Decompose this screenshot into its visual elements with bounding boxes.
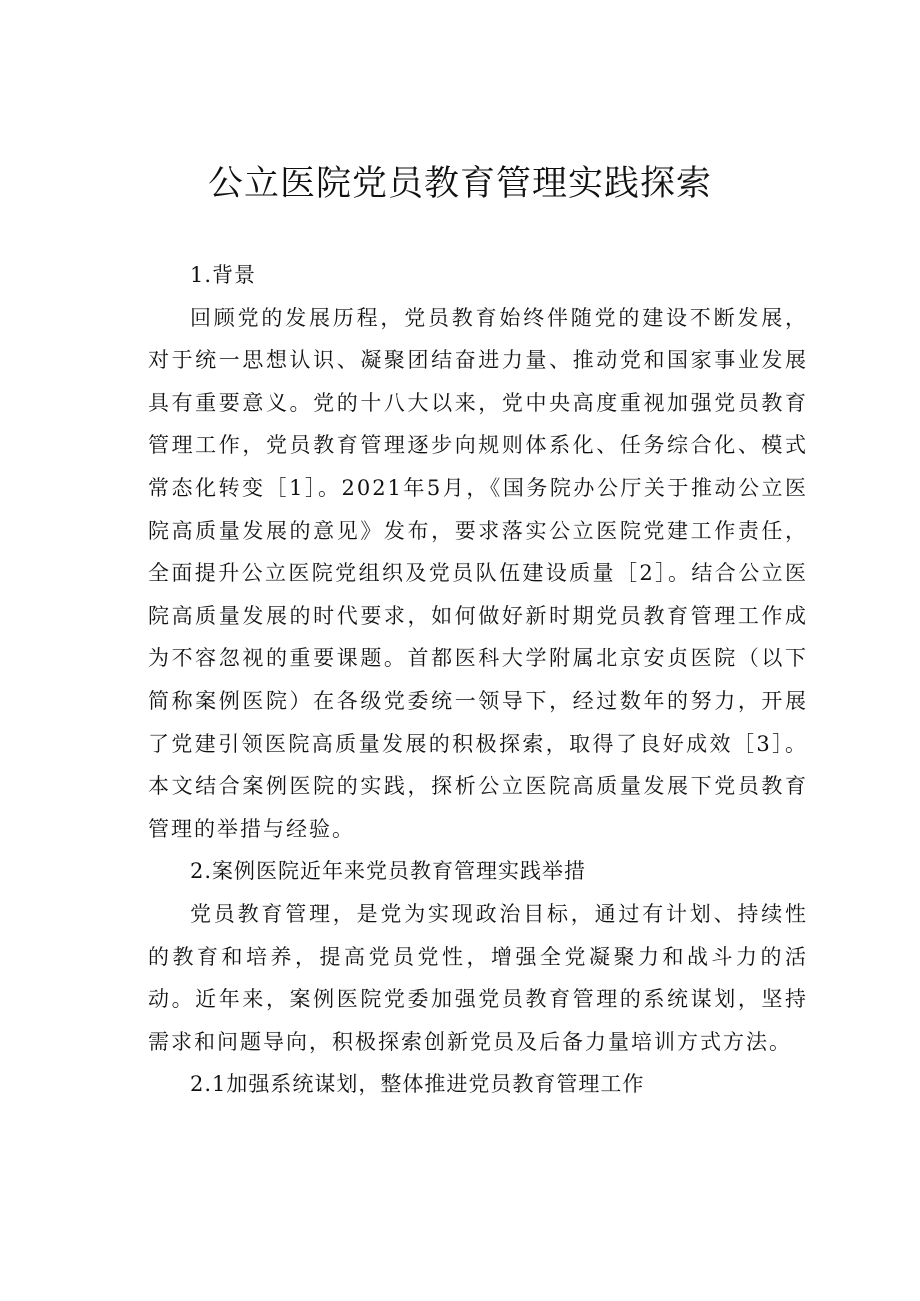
document-body [148, 254, 808, 1106]
subsection-heading-planning: 2.1加强系统谋划，整体推进党员教育管理工作 [190, 1072, 645, 1097]
paragraph-practice: 党员教育管理，是党为实现政治目标，通过有计划、持续性的教育和培养，提高党员党性，增强全党凝聚力和战斗力的活动。近年来，案例医院党委加强党员教育管理的系统谋划，坚持需求和问题导向，积极探索创新党员及后备力量培训方式方法。 [148, 901, 808, 1054]
section-heading-practice: 2.案例医院近年来党员教育管理实践举措 [190, 859, 587, 884]
document-title: 公立医院党员教育管理实践探索 [207, 164, 712, 204]
section-heading-background: 1.背景 [190, 263, 257, 287]
paragraph-background: 回顾党的发展历程，党员教育始终伴随党的建设不断发展，对于统一思想认识、凝聚团结奋进力量、推动党和国家事业发展具有重要意义。党的十八大以来，党中央高度重视加强党员教育管理工作，党员教育管理逐步向规则体系化、任务综合化、模式常态化转变［1］。2021年5月，《国务院办公厅关于推动公立医院高质量发展的意见》发布，要求落实公立医院党建工作责任，全面提升公立医院党组织及党员队伍建设质量［2］。结合公立医院高质量发展的时代要求，如何做好新时期党员教育管理工作成为不容忽视的重要课题。首都医科大学附属北京安贞医院（以下简称案例医院）在各级党委统一领导下，经过数年的努力，开展了党建引领医院高质量发展的积极探索，取得了良好成效［3］。本文结合案例医院的实践，探析公立医院高质量发展下党员教育管理的举措与经验。 [148, 305, 808, 841]
